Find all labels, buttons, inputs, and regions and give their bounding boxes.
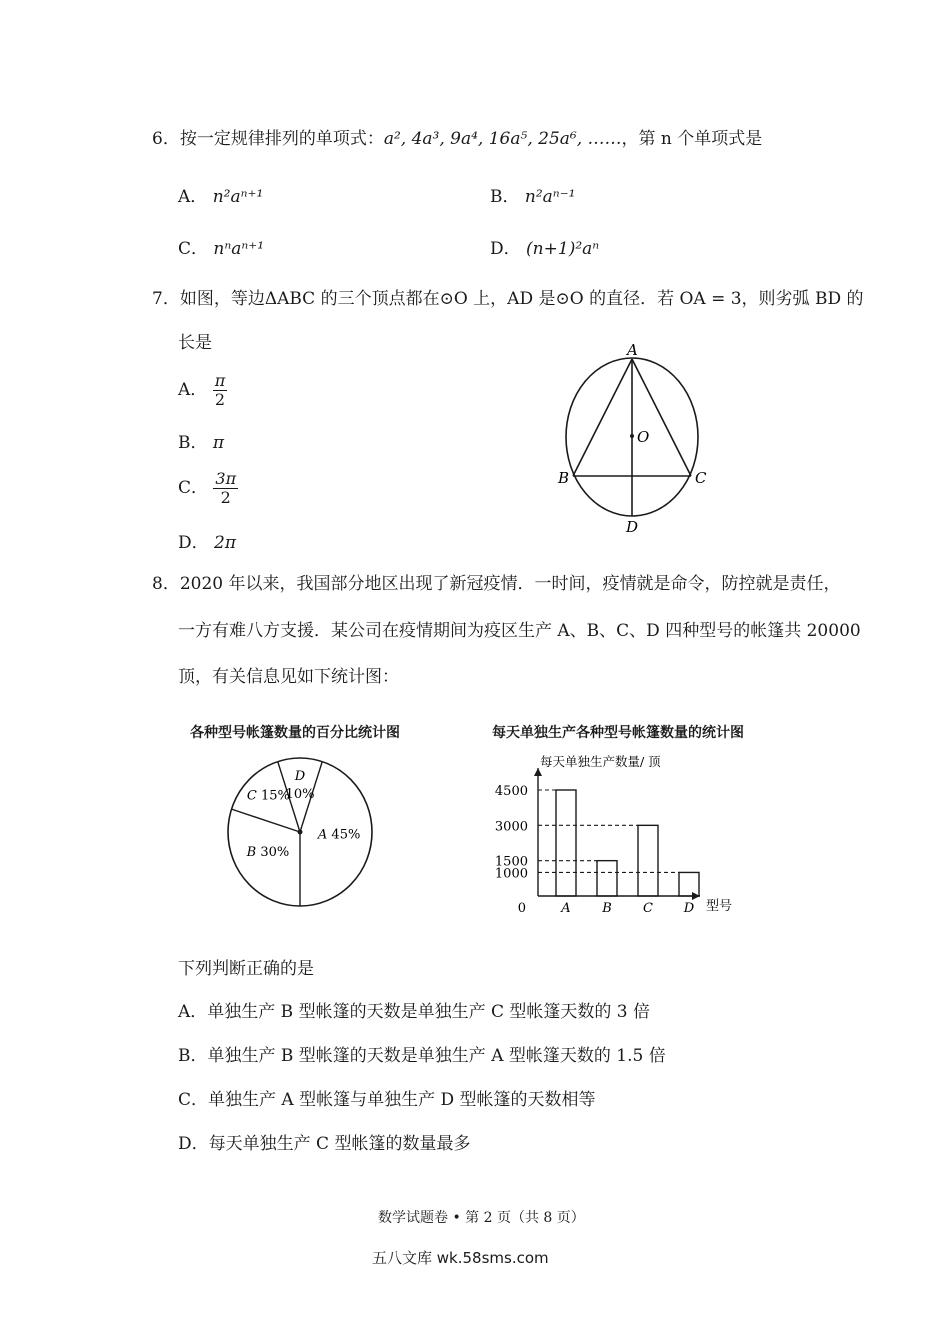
bar-y-tick-label: 4500 (494, 784, 528, 799)
pie-label-c: C 15% (246, 788, 290, 804)
pie-center (298, 830, 303, 835)
q7-option-text: 2π (214, 533, 237, 553)
bar-category-label-c: C (643, 901, 653, 916)
q7-option-fraction (213, 372, 228, 409)
fraction-numerator: 3π (215, 469, 237, 488)
q8-option-letter: B． (178, 1046, 208, 1066)
q6-option-letter: D． (490, 239, 521, 259)
q8-option-text: 每天单独生产 C 型帐篷的数量最多 (208, 1134, 471, 1154)
q8-option-letter: C． (178, 1090, 209, 1110)
pie-label-b: B 30% (246, 844, 290, 860)
pie-label-d: D 10% (285, 769, 315, 803)
q7-option-text: π (212, 433, 225, 453)
q7-stem-line1: 7．如图，等边ΔABC 的三个顶点都在⊙O 上，AD 是⊙O 的直径．若 OA = 3，则劣弧 BD 的 (152, 289, 864, 309)
q6-option-text: (n+1)²aⁿ (526, 239, 600, 259)
bar-a (556, 790, 576, 896)
q6-option-a (178, 186, 263, 208)
circle-triangle-figure (540, 340, 740, 540)
q8-option-text: 单独生产 B 型帐篷的天数是单独生产 A 型帐篷天数的 1.5 倍 (207, 1046, 666, 1066)
q7-option-d (178, 532, 236, 554)
fraction-denominator: 2 (220, 488, 231, 507)
q8-option-d (178, 1133, 470, 1155)
q6-option-text: n²aⁿ⁺¹ (212, 187, 264, 207)
bar-c (638, 825, 658, 896)
q8-option-b (178, 1045, 666, 1067)
q6-stem-terms: a², 4a³, 9a⁴, 16a⁵, 25a⁶, …… (383, 129, 622, 149)
q8-option-a (178, 1001, 650, 1023)
pie-chart (220, 752, 390, 912)
center-point (630, 434, 634, 438)
bar-category-label-a: A (561, 901, 571, 916)
q7-option-b (178, 432, 224, 454)
q8-option-c (178, 1089, 596, 1111)
bar-chart (490, 750, 750, 925)
q6-option-letter: B． (490, 187, 520, 207)
bar-y-tick-label: 3000 (494, 819, 528, 835)
bar-y-tick-label: 1000 (494, 866, 528, 882)
q6-option-text: n²aⁿ⁻¹ (524, 187, 576, 207)
q8-option-letter: D． (178, 1134, 209, 1154)
q6-option-letter: A． (178, 187, 208, 207)
q7-option-c (178, 470, 238, 507)
q8-stem-line1: 8．2020 年以来，我国部分地区出现了新冠疫情．一时间，疫情就是命令，防控就是责任， (152, 574, 841, 594)
q7-option-a (178, 372, 227, 409)
q7-option-letter: C． (178, 478, 209, 498)
q8-stem-line2: 一方有难八方支援．某公司在疫情期间为疫区生产 A、B、C、D 四种型号的帐篷共 20000 (178, 621, 861, 641)
bar-y-tick-label: 1500 (494, 854, 528, 870)
label-a: A (627, 341, 638, 359)
q6-option-letter: C． (178, 239, 209, 259)
q6-stem (152, 128, 762, 150)
q7-stem-line2: 长是 (178, 333, 212, 353)
q6-stem-post: ，第 n 个单项式是 (621, 129, 763, 149)
label-d: D (626, 518, 639, 536)
label-c: C (695, 469, 707, 487)
q8-option-letter: A． (178, 1002, 208, 1022)
bar-d (679, 872, 699, 896)
side-ab (573, 359, 632, 476)
q6-option-d (490, 238, 599, 260)
q6-option-c (178, 238, 264, 260)
q8-stem-line3: 顶，有关信息见如下统计图： (178, 667, 399, 687)
label-o: O (637, 428, 650, 446)
q8-option-text: 单独生产 A 型帐篷与单独生产 D 型帐篷的天数相等 (208, 1090, 596, 1110)
q6-stem-pre: 6．按一定规律排列的单项式： (152, 129, 384, 149)
q7-option-letter: B． (178, 433, 208, 453)
q7-option-letter: D． (178, 533, 209, 553)
y-axis-arrow-icon (534, 768, 542, 776)
page-footer: 数学试题卷 • 第 2 页（共 8 页） (378, 1210, 585, 1226)
q8-question: 下列判断正确的是 (178, 959, 314, 979)
watermark-text: 五八文库 wk.58sms.com (372, 1249, 549, 1267)
pie-label-a: A 45% (317, 827, 361, 843)
fraction-denominator: 2 (214, 390, 226, 409)
q7-option-fraction (213, 470, 238, 507)
pie-slice-boundary-c (232, 809, 300, 832)
bar-category-label-d: D (683, 901, 695, 916)
pie-chart-title: 各种型号帐篷数量的百分比统计图 (190, 725, 400, 741)
bar-chart-title: 每天单独生产各种型号帐篷数量的统计图 (492, 725, 744, 741)
bar-b (597, 861, 617, 896)
q6-option-text: nⁿaⁿ⁺¹ (213, 239, 265, 259)
q6-option-b (490, 186, 575, 208)
bar-origin-label: 0 (517, 901, 526, 916)
q8-option-text: 单独生产 B 型帐篷的天数是单独生产 C 型帐篷天数的 3 倍 (207, 1002, 651, 1022)
fraction-numerator: π (214, 371, 226, 390)
bar-category-label-b: B (602, 901, 612, 916)
label-b: B (558, 469, 570, 487)
side-ac (632, 359, 691, 476)
bar-y-axis-label: 每天单独生产数量/ 顶 (540, 754, 661, 769)
bar-x-axis-label: 型号 (706, 899, 733, 914)
q7-option-letter: A． (178, 380, 208, 400)
